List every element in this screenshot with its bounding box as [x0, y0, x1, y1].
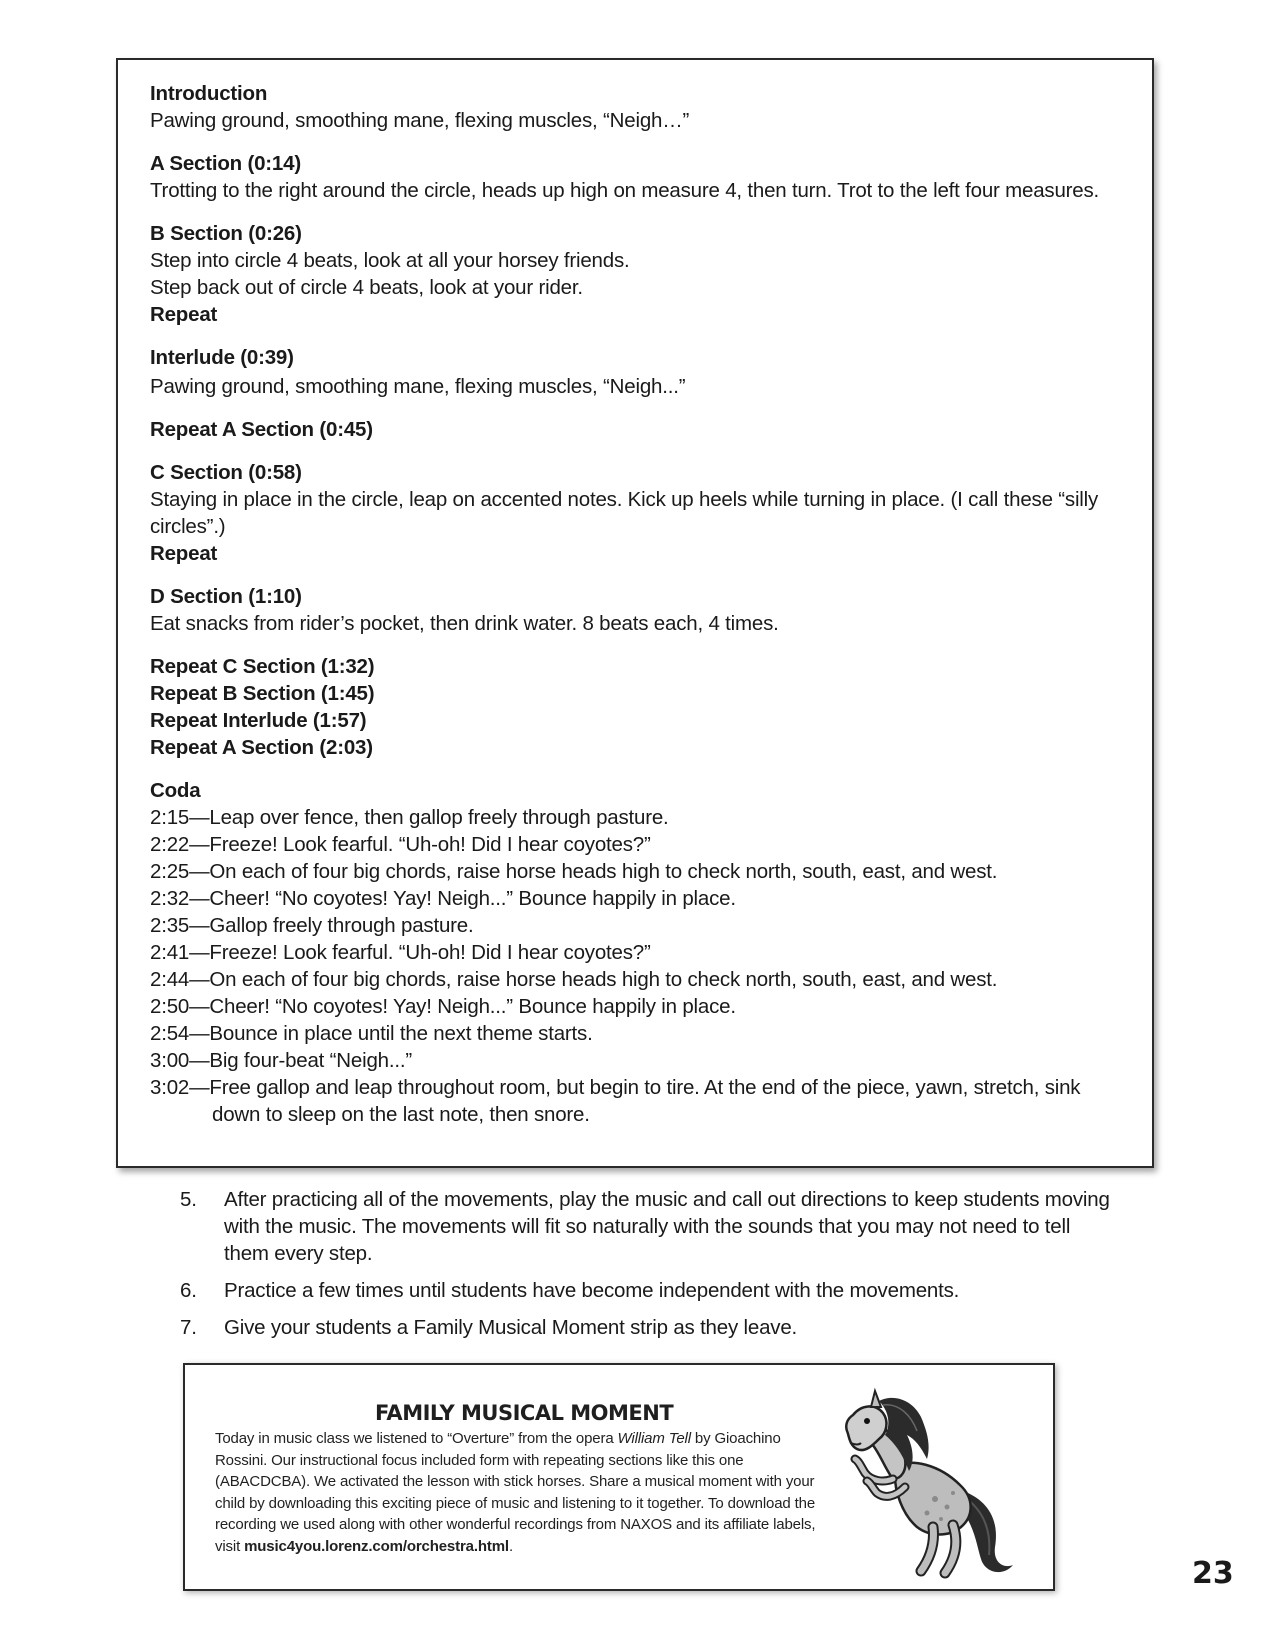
- family-moment-text: [215, 1428, 825, 1557]
- coda-line: 2:15—Leap over fence, then gallop freely through pasture.: [150, 806, 669, 829]
- section-line: Trotting to the right around the circle, heads up high on measure 4, then turn. Trot to the left four measures.: [150, 179, 1100, 202]
- step-number: 5.: [180, 1188, 197, 1211]
- repeat-item: Repeat C Section (1:32): [150, 655, 375, 678]
- family-moment-text-1: Today in music class we listened to “Overture” from the opera: [215, 1430, 618, 1447]
- section-interlude: [150, 344, 1122, 400]
- step-text: After practicing all of the movements, play the music and call out directions to keep students moving with the music. The movements will fit so naturally with the sounds that you may not need to tell them every step.: [224, 1188, 1110, 1265]
- section-line: Pawing ground, smoothing mane, flexing muscles, “Neigh...”: [150, 375, 686, 398]
- section-line: Step into circle 4 beats, look at all your horsey friends.: [150, 249, 630, 272]
- section-introduction: [150, 80, 1122, 134]
- coda-line: 2:41—Freeze! Look fearful. “Uh-oh! Did I hear coyotes?”: [150, 941, 651, 964]
- procedure-steps: [180, 1186, 1120, 1351]
- section-repeat: Repeat: [150, 542, 218, 565]
- coda-line: 2:22—Freeze! Look fearful. “Uh-oh! Did I hear coyotes?”: [150, 833, 651, 856]
- step-number: 7.: [180, 1316, 197, 1339]
- section-line: Eat snacks from rider’s pocket, then drink water. 8 beats each, 4 times.: [150, 612, 779, 635]
- coda-line: 2:54—Bounce in place until the next theme starts.: [150, 1022, 593, 1045]
- coda-line: 2:25—On each of four big chords, raise horse heads high to check north, south, east, and west.: [150, 860, 998, 883]
- section-heading: Introduction: [150, 82, 268, 105]
- family-moment-text-3: .: [508, 1537, 513, 1555]
- section-line: Step back out of circle 4 beats, look at your rider.: [150, 276, 583, 299]
- step-number: 6.: [180, 1279, 197, 1302]
- family-musical-moment-box: [183, 1363, 1055, 1591]
- section-heading: C Section (0:58): [150, 461, 302, 484]
- family-moment-text-2: by Gioachino Rossini. Our instructional focus included form with repeating sections like this one (ABACDCBA). We activated the lesson with stick horses. Share a musical moment with your child by downloading this exciting piece of music and listening to it together. To download the recording we used along with other wonderful recordings from NAXOS and its affiliate labels, visit: [215, 1430, 816, 1555]
- step-text: Practice a few times until students have become independent with the movements.: [224, 1279, 960, 1302]
- section-d: [150, 583, 1122, 637]
- repeat-list: [150, 653, 1122, 761]
- coda-line: 3:02—Free gallop and leap throughout room, but begin to tire. At the end of the piece, yawn, stretch, sink down to sleep on the last note, then snore.: [150, 1076, 1081, 1126]
- repeat-item: Repeat A Section (2:03): [150, 736, 373, 759]
- section-b: [150, 220, 1122, 328]
- page-number: 23: [1192, 1556, 1234, 1591]
- repeat-item: Repeat B Section (1:45): [150, 682, 375, 705]
- section-repeat-a: [150, 416, 1122, 443]
- list-item: [180, 1277, 1120, 1304]
- section-a: [150, 150, 1122, 204]
- coda-line: 3:00—Big four-beat “Neigh...”: [150, 1049, 412, 1072]
- recording-url: music4you.lorenz.com/orchestra.html: [244, 1537, 509, 1555]
- section-c: [150, 459, 1122, 567]
- coda-line: 2:32—Cheer! “No coyotes! Yay! Neigh...” Bounce happily in place.: [150, 887, 736, 910]
- section-heading: Repeat A Section (0:45): [150, 418, 373, 441]
- coda-line: 2:50—Cheer! “No coyotes! Yay! Neigh...” Bounce happily in place.: [150, 995, 736, 1018]
- section-line: Staying in place in the circle, leap on accented notes. Kick up heels while turning in place. (I call these “silly circles”.): [150, 488, 1099, 538]
- section-heading: D Section (1:10): [150, 585, 302, 608]
- section-coda: [150, 777, 1122, 1128]
- list-item: [180, 1186, 1120, 1267]
- section-heading: A Section (0:14): [150, 152, 301, 175]
- coda-line: 2:44—On each of four big chords, raise horse heads high to check north, south, east, and west.: [150, 968, 998, 991]
- movement-guide-box: [116, 58, 1154, 1168]
- section-heading: Coda: [150, 779, 201, 802]
- section-line: Pawing ground, smoothing mane, flexing muscles, “Neigh…”: [150, 109, 690, 132]
- section-repeat: Repeat: [150, 303, 218, 326]
- section-heading: B Section (0:26): [150, 222, 302, 245]
- step-text: Give your students a Family Musical Moment strip as they leave.: [224, 1316, 798, 1339]
- section-heading: Interlude (0:39): [150, 346, 294, 369]
- opera-title: William Tell: [617, 1430, 691, 1447]
- list-item: [180, 1314, 1120, 1341]
- coda-line: 2:35—Gallop freely through pasture.: [150, 914, 474, 937]
- movement-guide-content: [150, 80, 1122, 1128]
- family-moment-title: FAMILY MUSICAL MOMENT: [375, 1401, 674, 1425]
- repeat-item: Repeat Interlude (1:57): [150, 709, 367, 732]
- rearing-horse-illustration: [835, 1387, 1025, 1583]
